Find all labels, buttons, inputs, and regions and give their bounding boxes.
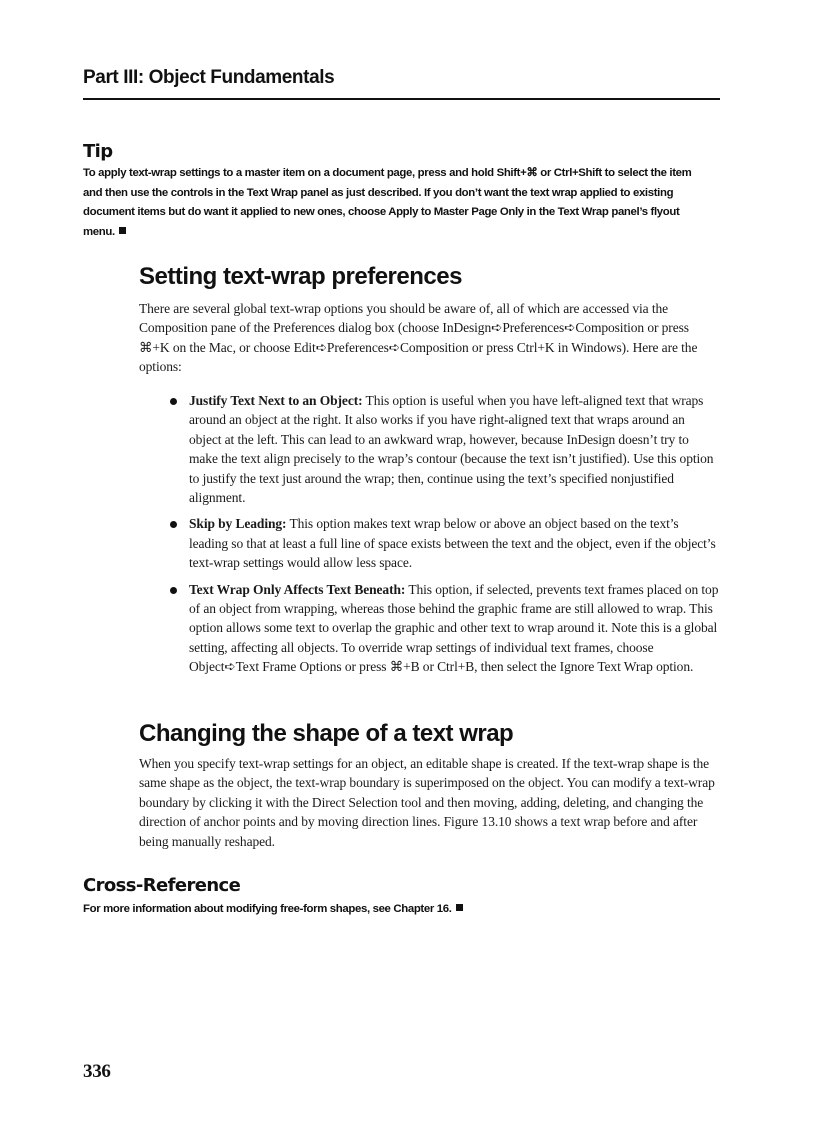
option-term: Skip by Leading: [189,516,287,532]
bullet-icon [170,521,177,528]
list-item [168,391,720,507]
section-heading-text-wrap-shape: Changing the shape of a text wrap [139,720,514,747]
option-term: Justify Text Next to an Object: [189,393,363,408]
end-mark-icon [119,227,126,234]
option-description: This option is useful when you have left-aligned text that wraps around an object at the right. It also works if you have right-aligned text that wraps around an object at the left. This can lead to an awkward wrap, however, because InDesign doesn’t try to make the text align precisely to the wrap’s contour (because the text isn’t justified). Use this option to justify the text just around the wrap; then, continue using the text’s specified nonjustified alignment. [189,393,714,506]
section-body-paragraph: When you specify text-wrap settings for an object, an editable shape is created. If the text-wrap shape is the same shape as the object, the text-wrap boundary is superimposed on the object. You can modify a text-wrap boundary by clicking it with the Direct Selection tool and then moving, adding, deleting, and changing the direction of anchor points and by moving direction lines. Figure 13.10 shows a text wrap before and after being manually reshaped. [139,756,715,849]
section-intro-paragraph: There are several global text-wrap options you should be aware of, all of which are accessed via the Composition pane of the Preferences dialog box (choose InDesign➪Preferences➪Composition or press ⌘+K on the Mac, or choose Edit➪Preferences➪Composition or press Ctrl+K in Windows). Here are the options: [139,301,698,375]
cross-reference-label: Cross-Reference [83,875,241,896]
page-number: 336 [83,1061,111,1082]
end-mark-icon [456,904,463,911]
option-description: This option makes text wrap below or above an object based on the text’s leading so that at least a full line of space exists between the text and the object, even if the object’s text-wrap settings would allow less space. [189,516,716,571]
option-description: This option, if selected, prevents text frames placed on top of an object from wrapping, whereas those behind the graphic frame are still allowed to wrap. This option allows some text to overlap the graphic and other text to wrap around it. Note this is a global setting, affecting all objects. To override wrap settings of individual text frames, choose Object➪Text Frame Options or press ⌘+B or Ctrl+B, then select the Ignore Text Wrap option. [189,581,719,675]
bullet-icon [170,398,177,405]
options-list [168,391,720,684]
list-item [168,514,720,572]
header-rule [83,98,720,100]
list-item [168,580,720,677]
tip-text: To apply text-wrap settings to a master item on a document page, press and hold Shift+⌘ or Ctrl+Shift to select the item and then use the controls in the Text Wrap panel as just described. If you don’t want the text wrap applied to existing document items but do want it applied to new ones, choose Apply to Master Page Only in the Text Wrap panel’s flyout menu. [83,167,692,238]
option-term: Text Wrap Only Affects Text Beneath: [189,581,406,597]
running-head: Part III: Object Fundamentals [83,67,335,88]
bullet-icon [170,587,177,594]
cross-reference-text: For more information about modifying free-form shapes, see Chapter 16. [83,900,713,920]
section-heading-text-wrap-preferences: Setting text-wrap preferences [139,263,462,290]
tip-label: Tip [83,141,113,162]
